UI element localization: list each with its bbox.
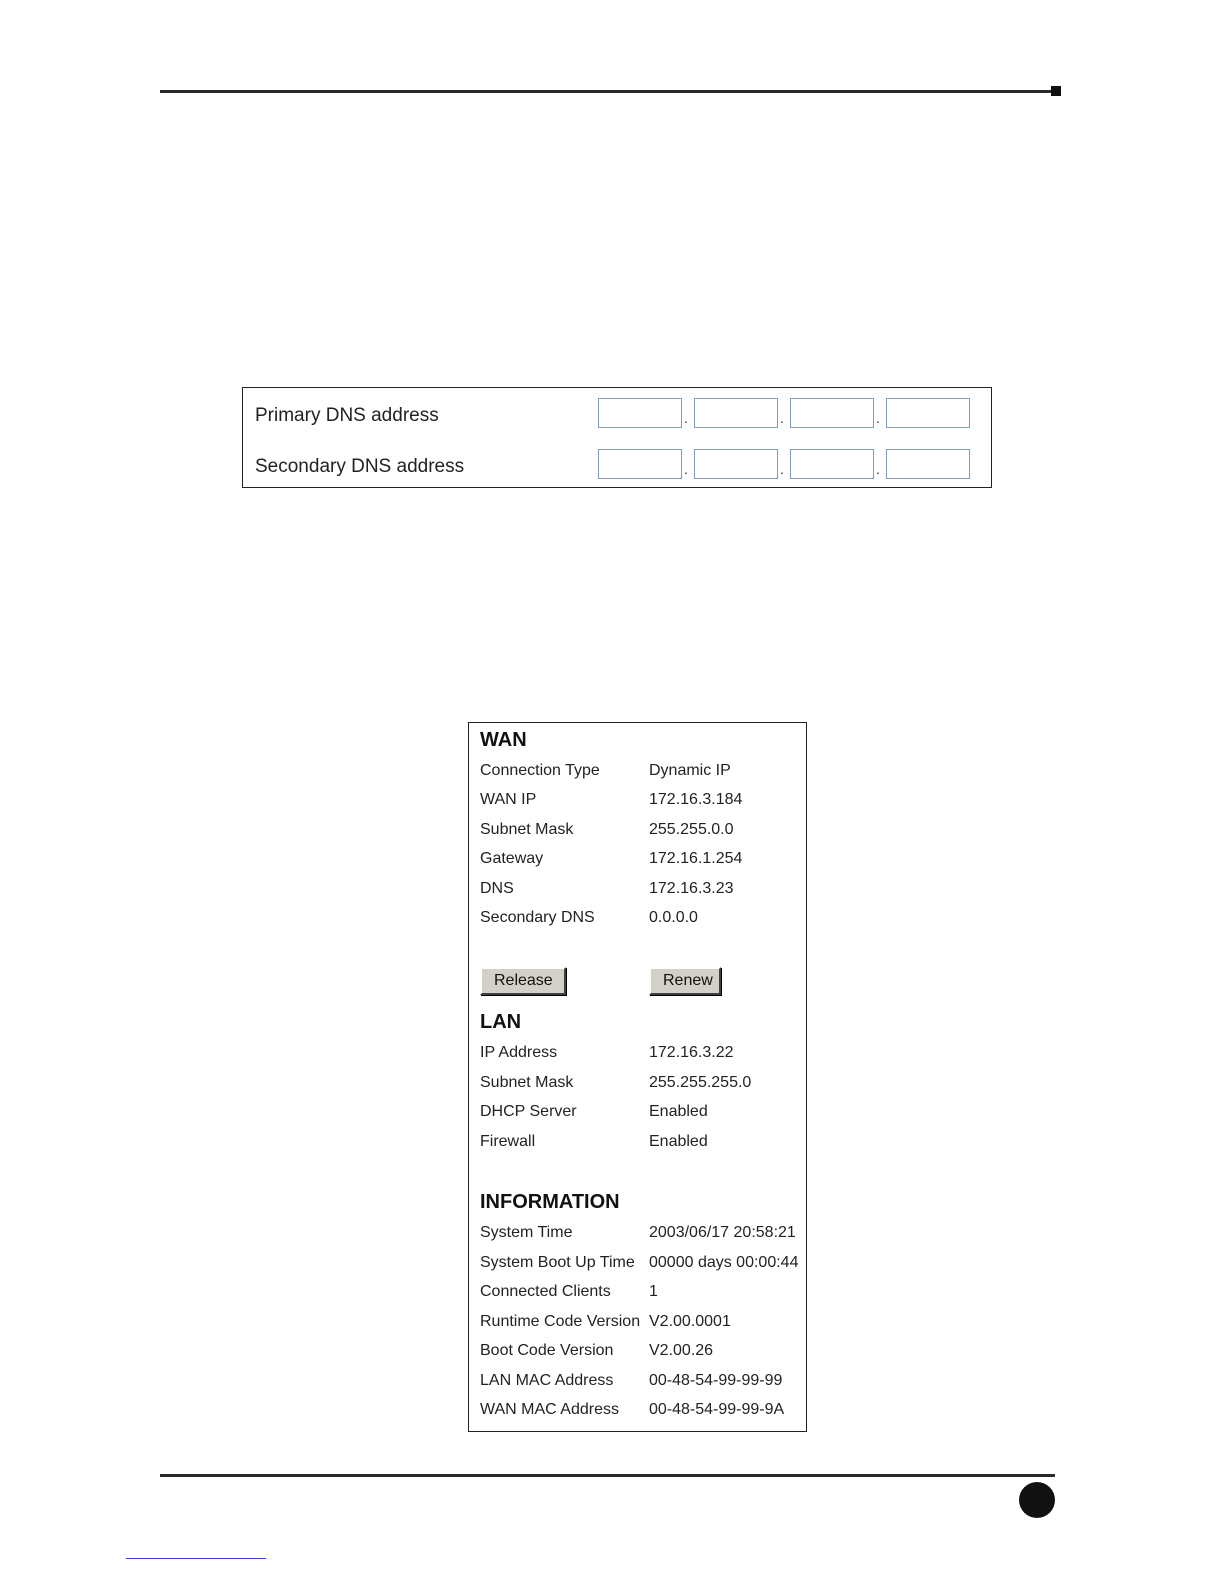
- wan-row-value: 255.255.0.0: [649, 821, 734, 838]
- primary-dns-octet-3[interactable]: [790, 398, 874, 428]
- primary-dns-octet-2[interactable]: [694, 398, 778, 428]
- wan-row-value: 172.16.1.254: [649, 850, 743, 867]
- primary-dns-octet-4[interactable]: [886, 398, 970, 428]
- info-row-label: Connected Clients: [480, 1283, 611, 1300]
- wan-row-value: Dynamic IP: [649, 762, 731, 779]
- info-row-value: 1: [649, 1283, 658, 1300]
- lan-row-label: Firewall: [480, 1133, 536, 1150]
- secondary-dns-octet-4[interactable]: [886, 449, 970, 479]
- wan-row-value: 0.0.0.0: [649, 909, 698, 926]
- primary-dns-row: [243, 398, 991, 432]
- octet-separator: .: [684, 461, 688, 477]
- information-section-title: INFORMATION: [480, 1191, 620, 1213]
- info-row-value: 00-48-54-99-99-99: [649, 1372, 783, 1389]
- secondary-dns-octet-2[interactable]: [694, 449, 778, 479]
- secondary-dns-row: [243, 449, 991, 483]
- dns-settings-panel: [242, 387, 992, 488]
- info-row-value: 2003/06/17 20:58:21: [649, 1224, 796, 1241]
- info-row-value: 00-48-54-99-99-9A: [649, 1401, 785, 1418]
- secondary-dns-octet-3[interactable]: [790, 449, 874, 479]
- wan-row-label: Gateway: [480, 850, 544, 867]
- wan-row-label: WAN IP: [480, 791, 537, 808]
- secondary-dns-octet-1[interactable]: [598, 449, 682, 479]
- info-row-value: V2.00.0001: [649, 1313, 731, 1330]
- lan-row-label: IP Address: [480, 1044, 558, 1061]
- info-row-label: Runtime Code Version: [480, 1313, 641, 1330]
- octet-separator: .: [876, 410, 880, 426]
- lan-row-value: Enabled: [649, 1103, 708, 1120]
- info-row-label: System Time: [480, 1224, 573, 1241]
- lan-section-title: LAN: [480, 1011, 522, 1033]
- renew-button[interactable]: Renew: [649, 967, 721, 995]
- info-row-label: System Boot Up Time: [480, 1254, 635, 1271]
- wan-row-label: DNS: [480, 880, 514, 897]
- wan-row-label: Subnet Mask: [480, 821, 574, 838]
- lan-row-label: DHCP Server: [480, 1103, 577, 1120]
- header-square-marker: [1051, 86, 1061, 96]
- info-row-label: Boot Code Version: [480, 1342, 614, 1359]
- lan-row-value: 172.16.3.22: [649, 1044, 734, 1061]
- footer-link-underline: [126, 1558, 266, 1559]
- page-number-circle: [1019, 1482, 1055, 1518]
- wan-row-label: Connection Type: [480, 762, 600, 779]
- lan-row-value: 255.255.255.0: [649, 1074, 752, 1091]
- release-button[interactable]: Release: [480, 967, 566, 995]
- header-rule: [160, 90, 1055, 93]
- octet-separator: .: [876, 461, 880, 477]
- secondary-dns-label: Secondary DNS address: [255, 456, 465, 477]
- primary-dns-octet-1[interactable]: [598, 398, 682, 428]
- octet-separator: .: [684, 410, 688, 426]
- wan-row-label: Secondary DNS: [480, 909, 595, 926]
- octet-separator: .: [780, 461, 784, 477]
- info-row-value: 00000 days 00:00:44: [649, 1254, 799, 1271]
- info-row-label: WAN MAC Address: [480, 1401, 619, 1418]
- lan-row-value: Enabled: [649, 1133, 708, 1150]
- info-row-value: V2.00.26: [649, 1342, 714, 1359]
- router-status-panel: [468, 722, 807, 1432]
- info-row-label: LAN MAC Address: [480, 1372, 614, 1389]
- lan-row-label: Subnet Mask: [480, 1074, 574, 1091]
- wan-section-title: WAN: [480, 729, 527, 751]
- wan-row-value: 172.16.3.23: [649, 880, 734, 897]
- footer-rule: [160, 1474, 1055, 1477]
- wan-row-value: 172.16.3.184: [649, 791, 743, 808]
- octet-separator: .: [780, 410, 784, 426]
- primary-dns-label: Primary DNS address: [255, 405, 439, 426]
